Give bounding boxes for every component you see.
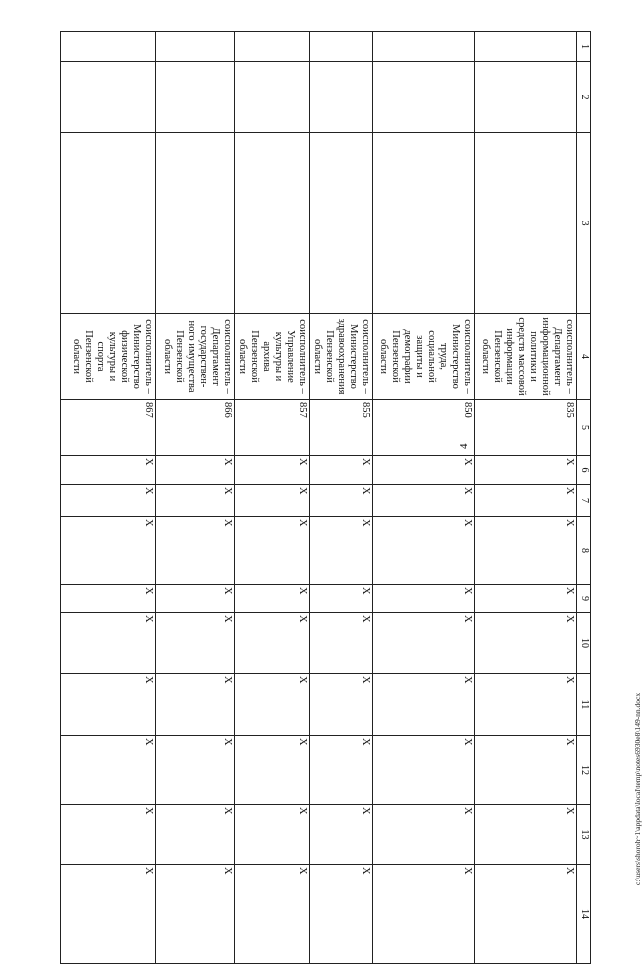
- executor-cell: соисполнитель – Министерство труда, социальной защиты и демографии Пензенской области: [373, 314, 475, 400]
- mark-cell: Х: [235, 517, 310, 585]
- mark-cell: Х: [235, 485, 310, 517]
- mark-cell: Х: [373, 736, 475, 805]
- header-num-9: 9: [577, 585, 591, 613]
- mark-cell: Х: [310, 585, 373, 613]
- empty-cell: [310, 133, 373, 314]
- empty-cell: [310, 62, 373, 133]
- mark-cell: Х: [373, 805, 475, 865]
- header-num-6: 6: [577, 456, 591, 485]
- mark-cell: Х: [61, 485, 156, 517]
- mark-cell: Х: [235, 613, 310, 674]
- mark-cell: Х: [310, 736, 373, 805]
- mark-cell: Х: [373, 865, 475, 964]
- code-cell: 855: [310, 400, 373, 456]
- code-cell: 857: [235, 400, 310, 456]
- empty-cell: [373, 62, 475, 133]
- empty-cell: [235, 32, 310, 62]
- empty-cell: [156, 62, 235, 133]
- mark-cell: Х: [475, 585, 577, 613]
- executor-cell: соисполнитель – Департамент государствен-ного имущества Пензенской области: [156, 314, 235, 400]
- executor-cell: соисполнитель – Министерство физической культуры и спорта Пензенской области: [61, 314, 156, 400]
- mark-cell: Х: [373, 674, 475, 736]
- mark-cell: Х: [475, 805, 577, 865]
- empty-cell: [61, 32, 156, 62]
- empty-cell: [310, 32, 373, 62]
- empty-cell: [61, 62, 156, 133]
- mark-cell: Х: [475, 613, 577, 674]
- table-row: [61, 32, 156, 964]
- mark-cell: Х: [61, 456, 156, 485]
- header-num-12: 12: [577, 736, 591, 805]
- empty-cell: [475, 62, 577, 133]
- executor-cell: соисполнитель – Министерство здравоохранения Пензенской области: [310, 314, 373, 400]
- table-row: [235, 32, 310, 964]
- mark-cell: Х: [156, 585, 235, 613]
- header-num-11: 11: [577, 674, 591, 736]
- header-num-13: 13: [577, 805, 591, 865]
- mark-cell: Х: [310, 613, 373, 674]
- mark-cell: Х: [235, 456, 310, 485]
- mark-cell: Х: [61, 585, 156, 613]
- mark-cell: Х: [373, 613, 475, 674]
- empty-cell: [235, 62, 310, 133]
- mark-cell: Х: [310, 456, 373, 485]
- table-row: [310, 32, 373, 964]
- mark-cell: Х: [373, 456, 475, 485]
- header-num-10: 10: [577, 613, 591, 674]
- mark-cell: Х: [310, 805, 373, 865]
- mark-cell: Х: [235, 865, 310, 964]
- table-container: [63, 31, 591, 919]
- mark-cell: Х: [475, 736, 577, 805]
- mark-cell: Х: [156, 805, 235, 865]
- mark-cell: Х: [61, 613, 156, 674]
- mark-cell: Х: [475, 485, 577, 517]
- empty-cell: [475, 133, 577, 314]
- mark-cell: Х: [156, 485, 235, 517]
- table-body: [61, 32, 591, 964]
- mark-cell: Х: [310, 674, 373, 736]
- empty-cell: [61, 133, 156, 314]
- code-cell: 867: [61, 400, 156, 456]
- header-num-4: 4: [577, 314, 591, 400]
- mark-cell: Х: [310, 485, 373, 517]
- mark-cell: Х: [156, 736, 235, 805]
- mark-cell: Х: [61, 865, 156, 964]
- mark-cell: Х: [373, 585, 475, 613]
- empty-cell: [156, 133, 235, 314]
- file-path-footer: c:\users\shoroh~1\appdata\local\temp\notes6930e8\149-nn.docx: [633, 692, 642, 885]
- mark-cell: Х: [156, 865, 235, 964]
- empty-cell: [373, 32, 475, 62]
- table-row: [475, 32, 577, 964]
- mark-cell: Х: [475, 517, 577, 585]
- mark-cell: Х: [235, 674, 310, 736]
- mark-cell: Х: [156, 517, 235, 585]
- mark-cell: Х: [235, 585, 310, 613]
- mark-cell: Х: [61, 674, 156, 736]
- table-row: [373, 32, 475, 964]
- mark-cell: Х: [310, 517, 373, 585]
- empty-cell: [475, 32, 577, 62]
- empty-cell: [156, 32, 235, 62]
- mark-cell: Х: [156, 613, 235, 674]
- mark-cell: Х: [156, 674, 235, 736]
- mark-cell: Х: [61, 805, 156, 865]
- mark-cell: Х: [235, 805, 310, 865]
- header-num-1: 1: [577, 32, 591, 62]
- header-num-14: 14: [577, 865, 591, 964]
- empty-cell: [235, 133, 310, 314]
- program-table: [60, 31, 591, 964]
- header-num-2: 2: [577, 62, 591, 133]
- mark-cell: Х: [235, 736, 310, 805]
- mark-cell: Х: [373, 485, 475, 517]
- table-row: [156, 32, 235, 964]
- header-num-8: 8: [577, 517, 591, 585]
- executor-cell: соисполнитель – Департамент информационной политики и средств массовой информации Пензенской области: [475, 314, 577, 400]
- mark-cell: Х: [373, 517, 475, 585]
- mark-cell: Х: [475, 456, 577, 485]
- header-num-7: 7: [577, 485, 591, 517]
- mark-cell: Х: [156, 456, 235, 485]
- header-row: [577, 32, 591, 964]
- empty-cell: [373, 133, 475, 314]
- code-cell: 850: [373, 400, 475, 456]
- mark-cell: Х: [475, 865, 577, 964]
- mark-cell: Х: [61, 517, 156, 585]
- executor-cell: соисполнитель – Управление культуры и архива Пензенской области: [235, 314, 310, 400]
- header-num-5: 5: [577, 400, 591, 456]
- mark-cell: Х: [61, 736, 156, 805]
- header-num-3: 3: [577, 133, 591, 314]
- page-number: 4: [458, 443, 470, 449]
- code-cell: 835: [475, 400, 577, 456]
- mark-cell: Х: [475, 674, 577, 736]
- code-cell: 866: [156, 400, 235, 456]
- mark-cell: Х: [310, 865, 373, 964]
